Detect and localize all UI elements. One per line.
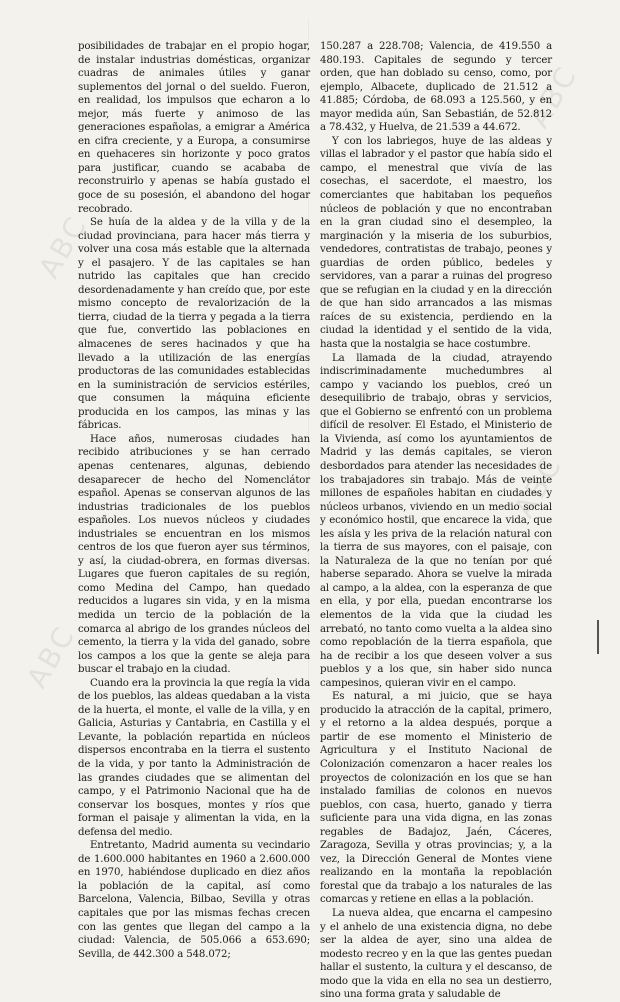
paragraph: Es natural, a mi juicio, que se haya producido la atracción de la capital, primero, y el retorno a la aldea después, porque a partir de ese momento el Ministerio de Agricultura y el Instituto Nacional de Colonización comenzaron a hacer reales los proyectos de colonización en los que se han instalado familias de colonos en nuevos pueblos, con casa, huerto, ganado y tierra suficiente para una vida digna, en las zonas regables de Badajoz, Jaén, Cáceres, Zaragoza, Sevilla y otras provincias; y, a la vez, la Dirección General de Montes viene realizando en la montaña la repoblación forestal que da trabajo a los naturales de las comarcas y retiene en ellas a la población. xyxy=(320,691,552,906)
abc-watermark: ABC xyxy=(20,619,83,694)
paragraph: Y con los labriegos, huye de las aldeas y villas el labrador y el pastor que había sido el campo, el menestral que vivía de las cosechas, el sacerdote, el maestro, los comerciantes que habitaban los pequeños núcleos de población y que no encontraban en la gran ciudad sino el desempleo, la marginación y la miseria de los suburbios, vendedores, contratistas de trabajo, peones y guardias de orden público, bedeles y servidores, van a parar a ruinas del progreso que se refugian en la ciudad y en la dirección de que han sido arrancados a las mismas raíces de su existencia, perdiendo en la ciudad la identidad y el sentido de la vida, hasta que la nostalgia se hace costumbre. xyxy=(320,135,552,351)
right-column xyxy=(320,40,552,1001)
paragraph: posibilidades de trabajar en el propio hogar, de instalar industrias domésticas, organizar cuadras de animales útiles y ganar suplementos del jornal o del sueldo. Fueron, en realidad, los impulsos que echaron a lo mejor, más fuerte y animoso de las generaciones españolas, a emigrar a América en cifra creciente, y a Europa, a consumirse en quehaceres sin horizonte y poco gratos para justificar, cuando se acababa de reconstruirlo y apenas se había gustado el goce de su posesión, el abandono del hogar recobrado. xyxy=(78,41,310,215)
paragraph: La nueva aldea, que encarna el campesino y el anhelo de una existencia digna, no debe ser la aldea de ayer, sino una aldea de modesto recreo y en la que las gentes puedan hallar el sustento, la cultura y el descanso, de modo que la vida en ella no sea un destierro, sino una forma grata y saludable de xyxy=(320,908,552,1001)
abc-watermark: ABC xyxy=(522,59,585,134)
paragraph: Hace años, numerosas ciudades han recibido atribuciones y se han cerrado apenas centenares, algunas, debiendo desaparecer de hecho del Nomenclátor español. Apenas se conservan algunos de las industrias tradicionales de los pueblos españoles. Los nuevos núcleos y ciudades industriales se encuentran en los mismos centros de los que fueron ayer sus términos, y así, la ciudad-obrera, en formas diversas. Lugares que fueron capitales de su región, como Medina del Campo, han quedado reducidos a lugares sin vida, y en la misma medida un tercio de la población de la comarca al abrigo de los grandes núcleos del cemento, la tierra y la vida del ganado, sobre los campos a los que la gente se aleja para buscar el trabajo en la ciudad. xyxy=(78,433,310,676)
paragraph: Entretanto, Madrid aumenta su vecindario de 1.600.000 habitantes en 1960 a 2.600.000 en 1970, habiéndose duplicado en diez años la población de la capital, así como Barcelona, Valencia, Bilbao, Sevilla y otras capitales que por las mismas fechas crecen con las gentes que llegan del campo a la ciudad: Valencia, de 505.066 a 653.690; Sevilla, de 442.300 a 548.072; xyxy=(78,840,310,960)
left-column xyxy=(78,40,310,960)
paragraph: Cuando era la provincia la que regía la vida de los pueblos, las aldeas quedaban a la vista de la huerta, el monte, el valle de la villa, y en Galicia, Asturias y Cantabria, en Castilla y el Levante, la población repartida en núcleos dispersos encontraba en la tierra el sustento de la vida, y por tanto la Administración de las grandes ciudades que se alimentan del campo, y el Patrimonio Nacional que ha de conservar los bosques, montes y ríos que forman el paisaje y alimentan la vida, en la defensa del medio. xyxy=(78,677,310,838)
paragraph: Se huía de la aldea y de la villa y de la ciudad provinciana, para hacer más tierra y volver una cosa más estable que la alternada y el pasajero. Y de las capitales se han nutrido las capitales que han crecido desordenadamente y han creído que, por este mismo concepto de revalorización de la tierra, ciudad de la tierra y pegada a la tierra que fue, convertido las poblaciones en almacenes de seres hacinados y que ha llevado a la utilización de las energías productoras de las comunidades establecidas en la suministración de servicios estériles, que consumen la máquina eficiente producida en los campos, las minas y las fábricas. xyxy=(78,217,310,432)
margin-mark xyxy=(597,620,599,654)
paragraph: La llamada de la ciudad, atrayendo indiscriminadamente muchedumbres al campo y vaciando los pueblos, creó un desequilibrio de trabajo, obras y servicios, que el Gobierno se enfrentó con un problema difícil de resolver. El Estado, el Ministerio de la Vivienda, así como los ayuntamientos de Madrid y las demás capitales, se vieron desbordados para atender las necesidades de los trabajadores sin trabajo. Más de veinte millones de españoles habitan en ciudades y núcleos urbanos, viviendo en un medio social y económico hostil, que encarece la vida, que les aísla y les priva de la relación natural con la tierra de sus mayores, con el paisaje, con la Naturaleza de la que no tenían por qué haberse separado. Ahora se vuelve la mirada al campo, a la aldea, con la esperanza de que en ella, y por ella, puedan encontrarse los elementos de la vida que la ciudad les arrebató, no tanto como vuelta a la aldea sino como repoblación de la tierra española, que ha de recibir a los que deseen volver a sus pueblos y a los que, sin haber sido nunca campesinos, quieran vivir en el campo. xyxy=(320,352,552,689)
abc-watermark: ABC xyxy=(32,209,95,284)
abc-watermark: ABC xyxy=(507,449,570,524)
paragraph: 150.287 a 228.708; Valencia, de 419.550 a 480.193. Capitales de segundo y tercer orden, que han doblado su censo, como, por ejemplo, Albacete, duplicado de 21.512 a 41.885; Córdoba, de 68.093 a 125.560, y en mayor medida aún, San Sebastián, de 52.812 a 78.432, y Huelva, de 21.539 a 44.672. xyxy=(320,41,552,134)
